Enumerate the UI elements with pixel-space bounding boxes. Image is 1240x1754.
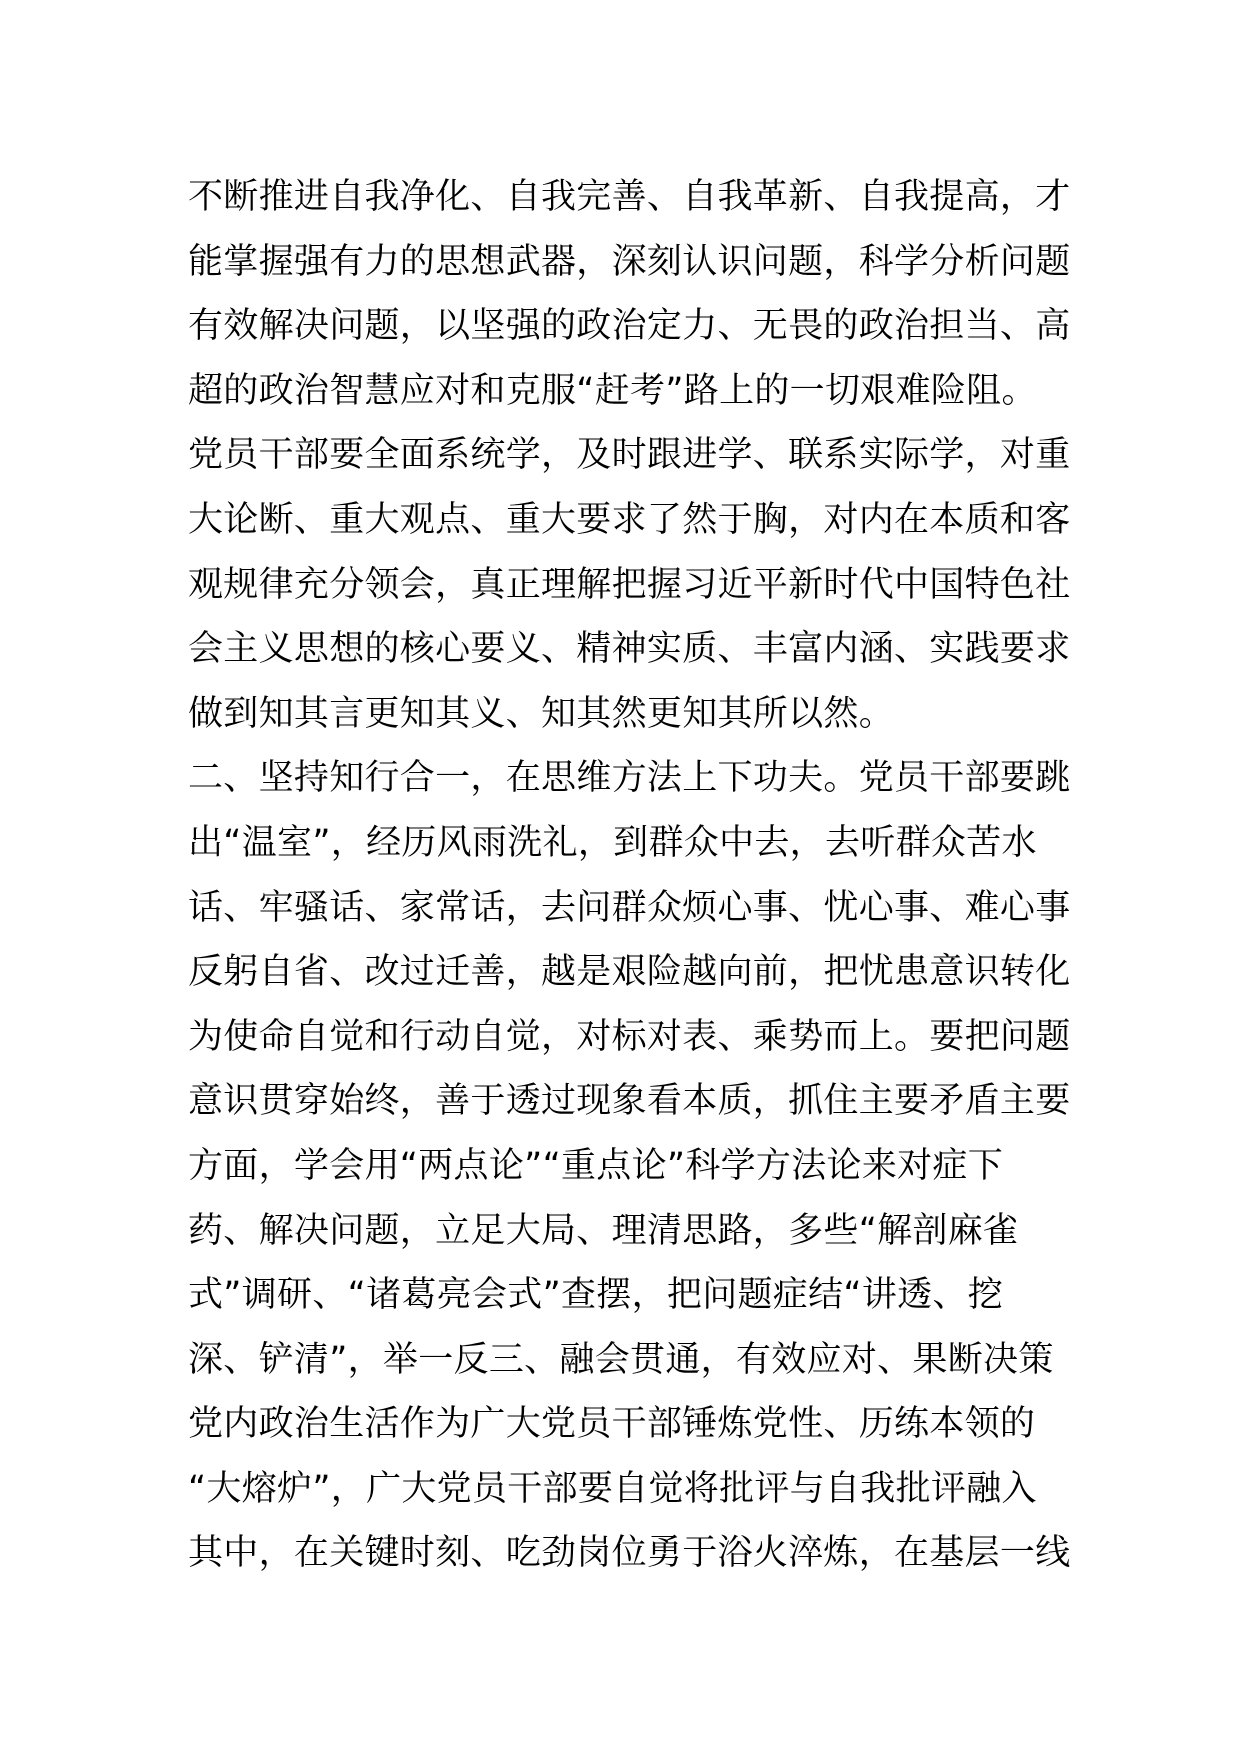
text-line: 二、坚持知行合一，在思维方法上下功夫。党员干部要跳 [188, 758, 1071, 799]
text-line: 党内政治生活作为广大党员干部锤炼党性、历练本领的 [188, 1404, 1036, 1445]
text-line: “大熔炉”，广大党员干部要自觉将批评与自我批评融入 [188, 1468, 1037, 1509]
text-line: 会主义思想的核心要义、精神实质、丰富内涵、实践要求 [188, 629, 1071, 670]
text-line: 出“温室”，经历风雨洗礼，到群众中去，去听群众苦水 [188, 822, 1037, 863]
text-line: 反躬自省、改过迁善，越是艰险越向前，把忧患意识转化 [188, 952, 1071, 993]
text-line: 药、解决问题，立足大局、理清思路，多些“解剖麻雀 [188, 1210, 1019, 1251]
text-line: 大论断、重大观点、重大要求了然于胸，对内在本质和客 [188, 499, 1071, 540]
text-line: 观规律充分领会，真正理解把握习近平新时代中国特色社 [188, 564, 1071, 605]
text-line: 深、铲清”，举一反三、融会贯通，有效应对、果断决策 [188, 1339, 1054, 1380]
text-line: 做到知其言更知其义、知其然更知其所以然。 [188, 693, 895, 734]
text-line: 能掌握强有力的思想武器，深刻认识问题，科学分析问题 [188, 241, 1071, 282]
text-line: 不断推进自我净化、自我完善、自我革新、自我提高，才 [188, 177, 1071, 217]
text-line: 为使命自觉和行动自觉，对标对表、乘势而上。要把问题 [188, 1016, 1071, 1057]
text-line: 方面，学会用“两点论”“重点论”科学方法论来对症下 [188, 1145, 1004, 1186]
text-line: 意识贯穿始终，善于透过现象看本质，抓住主要矛盾主要 [188, 1081, 1071, 1122]
text-line: 其中，在关键时刻、吃劲岗位勇于浴火淬炼，在基层一线 [188, 1533, 1071, 1574]
text-line: 超的政治智慧应对和克服“赶考”路上的一切艰难险阻。 [188, 370, 1037, 411]
text-line: 有效解决问题，以坚强的政治定力、无畏的政治担当、高 [188, 306, 1071, 347]
body-text [188, 165, 1071, 1586]
text-line: 式”调研、“诸葛亮会式”查摆，把问题症结“讲透、挖 [188, 1275, 1004, 1316]
text-line: 党员干部要全面系统学，及时跟进学、联系实际学，对重 [188, 435, 1071, 476]
text-line: 话、牢骚话、家常话，去问群众烦心事、忧心事、难心事 [188, 887, 1071, 928]
